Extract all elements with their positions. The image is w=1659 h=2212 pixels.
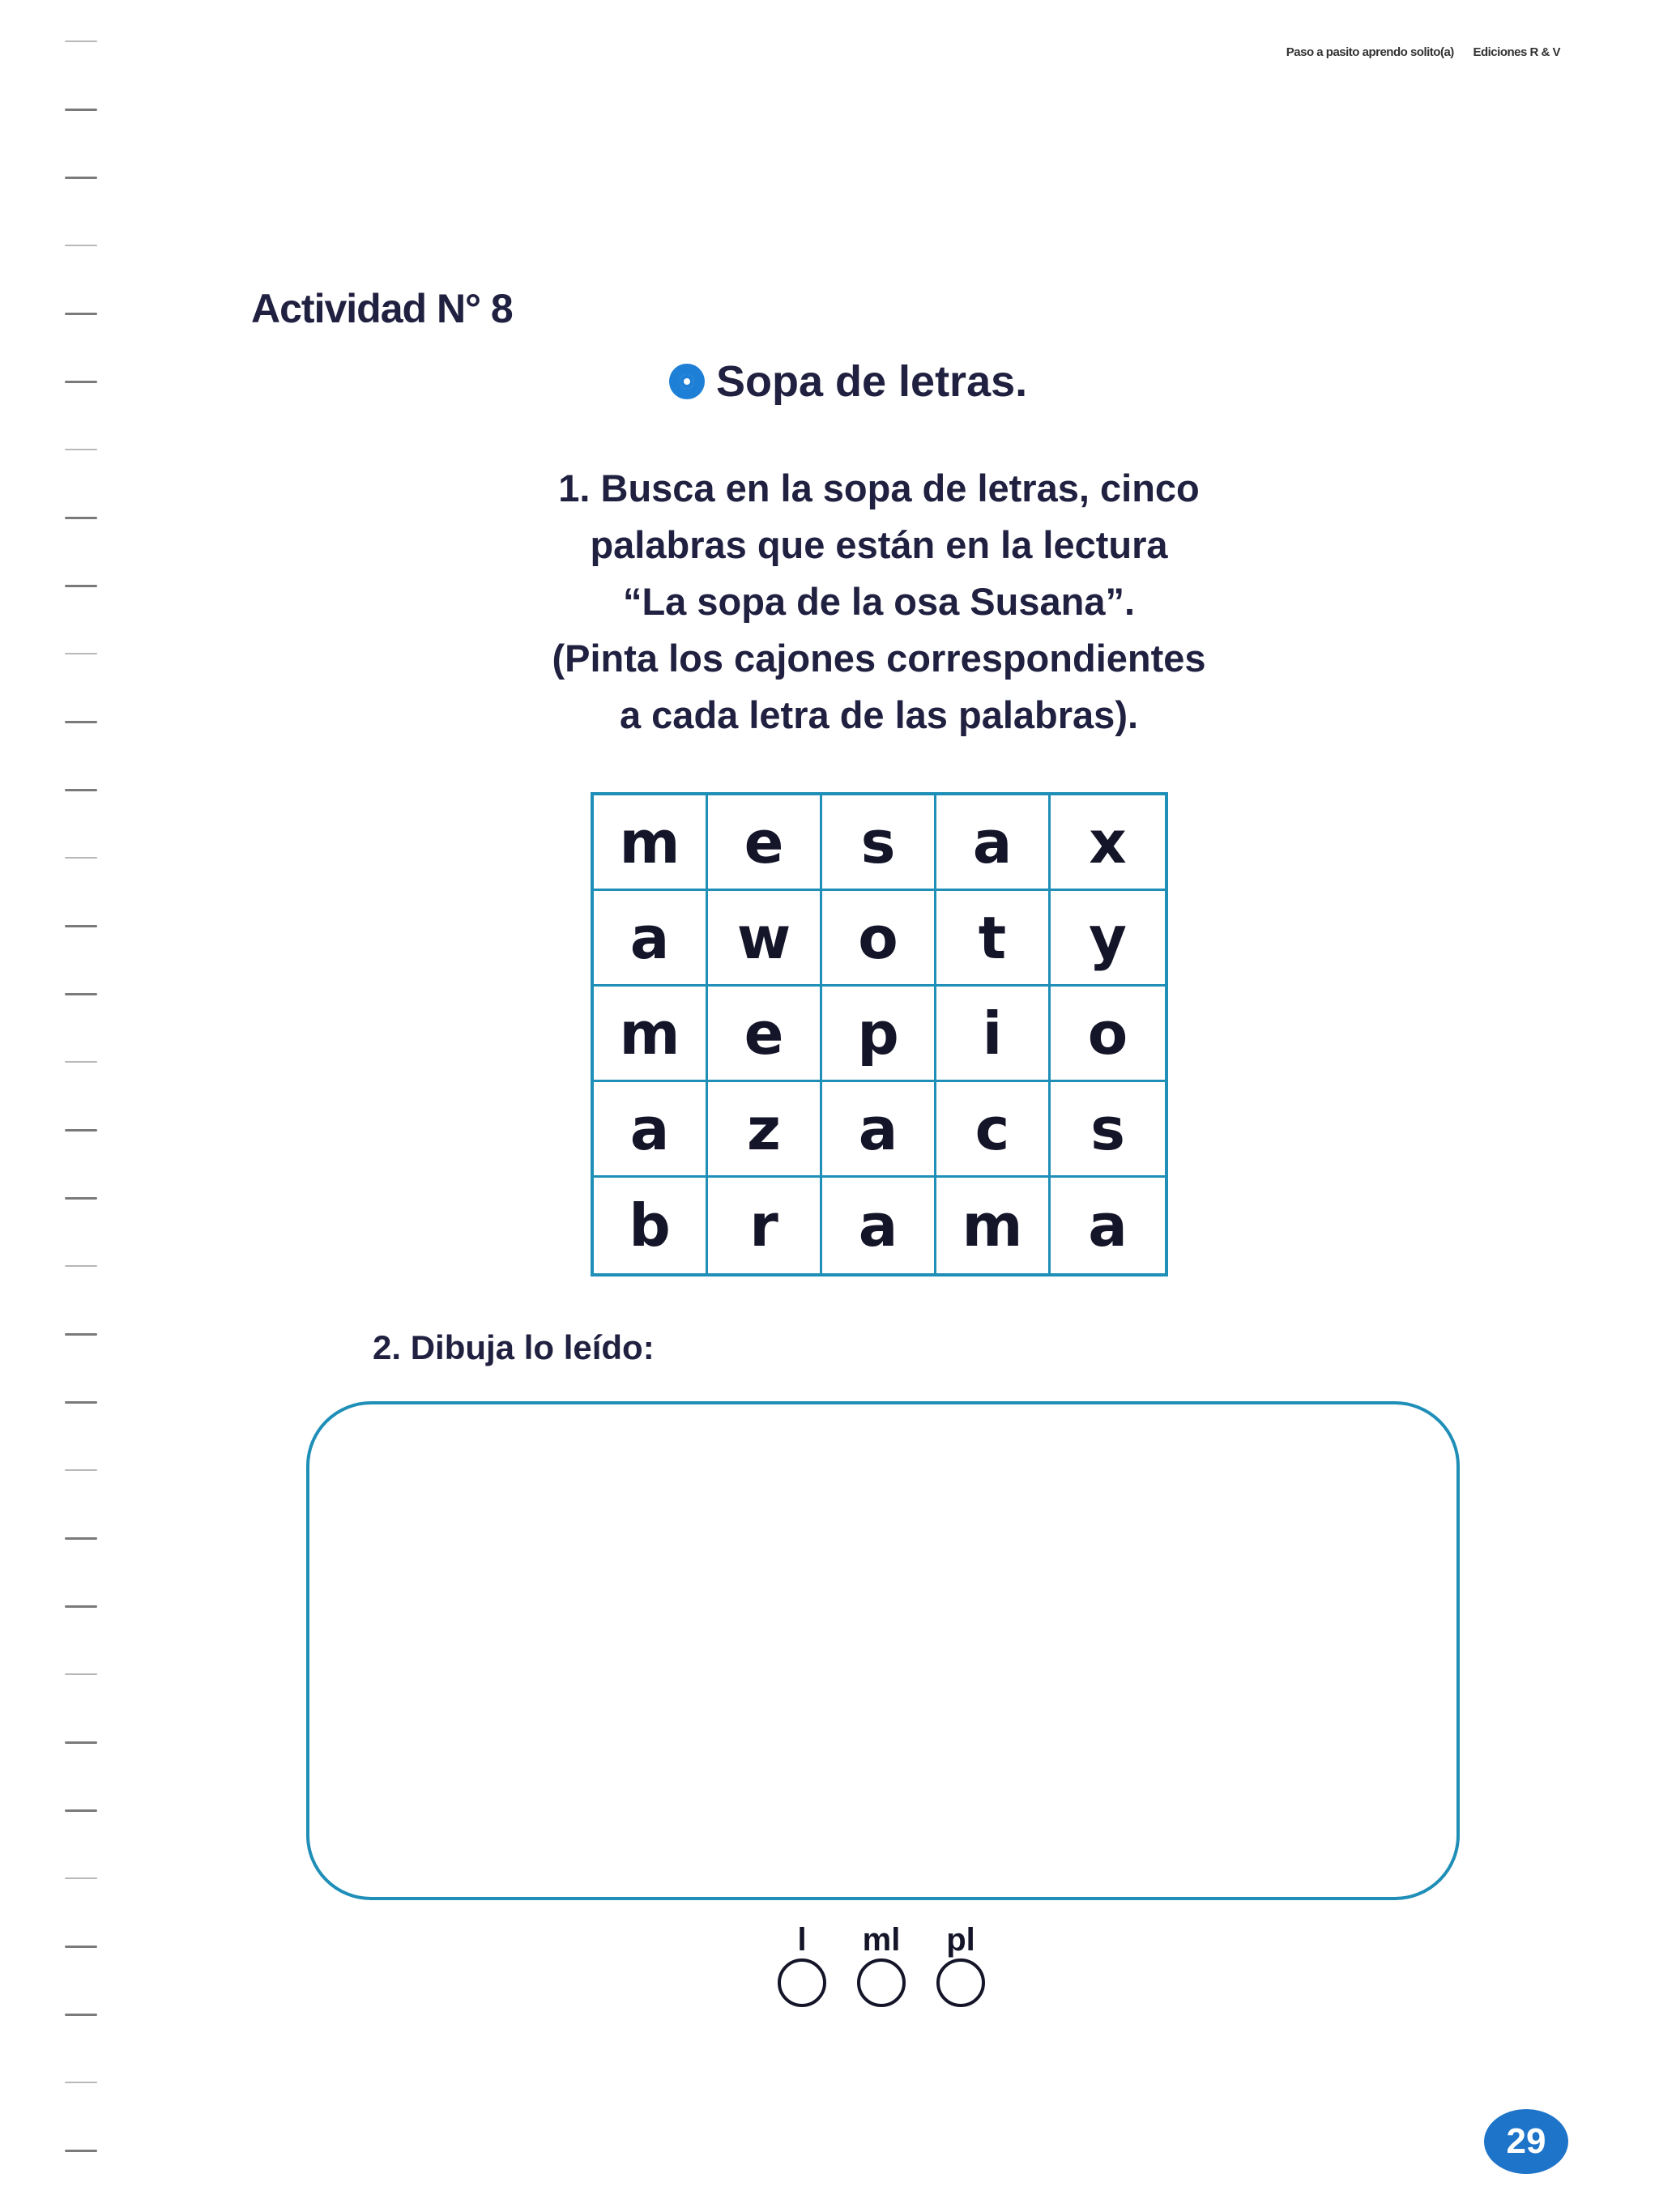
- margin-tick: [65, 2150, 97, 2152]
- margin-tick: [65, 857, 97, 859]
- margin-tick: [65, 1129, 97, 1132]
- grid-cell[interactable]: t: [936, 891, 1051, 987]
- bullet-icon: [669, 364, 705, 399]
- margin-tick: [65, 1537, 97, 1540]
- eval-option-circle[interactable]: [936, 1958, 985, 2007]
- margin-tick: [65, 1469, 97, 1471]
- book-title: Paso a pasito aprendo solito(a): [1286, 45, 1454, 59]
- grid-cell[interactable]: p: [822, 987, 936, 1082]
- margin-tick: [65, 1605, 97, 1608]
- section-title-text: Sopa de letras.: [716, 357, 1028, 406]
- activity-title: Actividad N° 8: [251, 286, 513, 331]
- grid-cell[interactable]: m: [594, 987, 708, 1082]
- margin-tick: [65, 925, 97, 927]
- grid-cell[interactable]: m: [594, 795, 708, 891]
- instruction-line: palabras que están en la lectura: [590, 523, 1168, 566]
- grid-cell[interactable]: o: [1051, 987, 1165, 1082]
- margin-tick: [65, 993, 97, 995]
- page-number: 29: [1484, 2109, 1568, 2174]
- eval-option-label: pl: [946, 1922, 975, 1958]
- margin-tick: [65, 1401, 97, 1404]
- grid-cell[interactable]: x: [1051, 795, 1165, 891]
- grid-cell[interactable]: r: [708, 1178, 822, 1273]
- grid-cell[interactable]: a: [594, 891, 708, 987]
- margin-tick: [65, 1061, 97, 1063]
- margin-tick: [65, 2014, 97, 2016]
- publisher-name: Ediciones R & V: [1473, 45, 1560, 59]
- eval-option: [776, 1921, 828, 2007]
- grid-cell[interactable]: o: [822, 891, 936, 987]
- eval-option-circle[interactable]: [857, 1958, 906, 2007]
- margin-tick: [65, 653, 97, 654]
- margin-tick: [65, 1197, 97, 1200]
- margin-tick: [65, 1741, 97, 1744]
- grid-cell[interactable]: a: [936, 795, 1051, 891]
- grid-cell[interactable]: b: [594, 1178, 708, 1273]
- margin-tick: [65, 177, 97, 179]
- margin-tick: [65, 1673, 97, 1675]
- grid-cell[interactable]: w: [708, 891, 822, 987]
- grid-cell[interactable]: s: [1051, 1082, 1165, 1178]
- instruction-line: (Pinta los cajones correspondientes: [552, 637, 1206, 680]
- instructions: [454, 460, 1304, 744]
- eval-option-label: l: [797, 1922, 807, 1958]
- eval-option-circle[interactable]: [778, 1958, 826, 2007]
- instruction-line: 1. Busca en la sopa de letras, cinco: [558, 467, 1200, 509]
- margin-tick: [65, 517, 97, 519]
- margin-tick: [65, 381, 97, 383]
- page-header: [1286, 45, 1560, 59]
- margin-tick: [65, 109, 97, 111]
- word-search-grid: [591, 792, 1168, 1276]
- grid-cell[interactable]: e: [708, 987, 822, 1082]
- margin-tick: [65, 2082, 97, 2083]
- grid-cell[interactable]: a: [822, 1178, 936, 1273]
- margin-tick: [65, 585, 97, 587]
- binding-margin: [0, 0, 130, 2212]
- instruction-line: a cada letra de las palabras).: [619, 693, 1139, 736]
- draw-prompt: 2. Dibuja lo leído:: [373, 1328, 655, 1366]
- self-evaluation: [776, 1921, 987, 2007]
- grid-cell[interactable]: a: [1088, 1191, 1128, 1259]
- grid-cell[interactable]: i: [936, 987, 1051, 1082]
- grid-cell[interactable]: z: [708, 1082, 822, 1178]
- instruction-line: “La sopa de la osa Susana”.: [622, 580, 1136, 623]
- margin-tick: [65, 1946, 97, 1948]
- grid-cell[interactable]: a: [822, 1082, 936, 1178]
- margin-tick: [65, 1333, 97, 1336]
- grid-cell[interactable]: m: [936, 1178, 1051, 1273]
- margin-tick: [65, 1877, 97, 1879]
- section-title: [669, 356, 1027, 407]
- margin-tick: [65, 1265, 97, 1267]
- margin-tick: [65, 1809, 97, 1812]
- drawing-area[interactable]: [306, 1401, 1460, 1900]
- margin-tick: [65, 40, 97, 42]
- margin-tick: [65, 449, 97, 450]
- grid-cell[interactable]: s: [822, 795, 936, 891]
- margin-tick: [65, 721, 97, 723]
- grid-cell[interactable]: a: [594, 1082, 708, 1178]
- margin-tick: [65, 245, 97, 246]
- eval-option-label: ml: [862, 1922, 901, 1958]
- eval-option: [855, 1921, 907, 2007]
- grid-cell[interactable]: c: [936, 1082, 1051, 1178]
- margin-tick: [65, 313, 97, 315]
- eval-option: [935, 1921, 987, 2007]
- grid-cell[interactable]: e: [708, 795, 822, 891]
- margin-tick: [65, 789, 97, 791]
- grid-cell[interactable]: y: [1051, 891, 1165, 987]
